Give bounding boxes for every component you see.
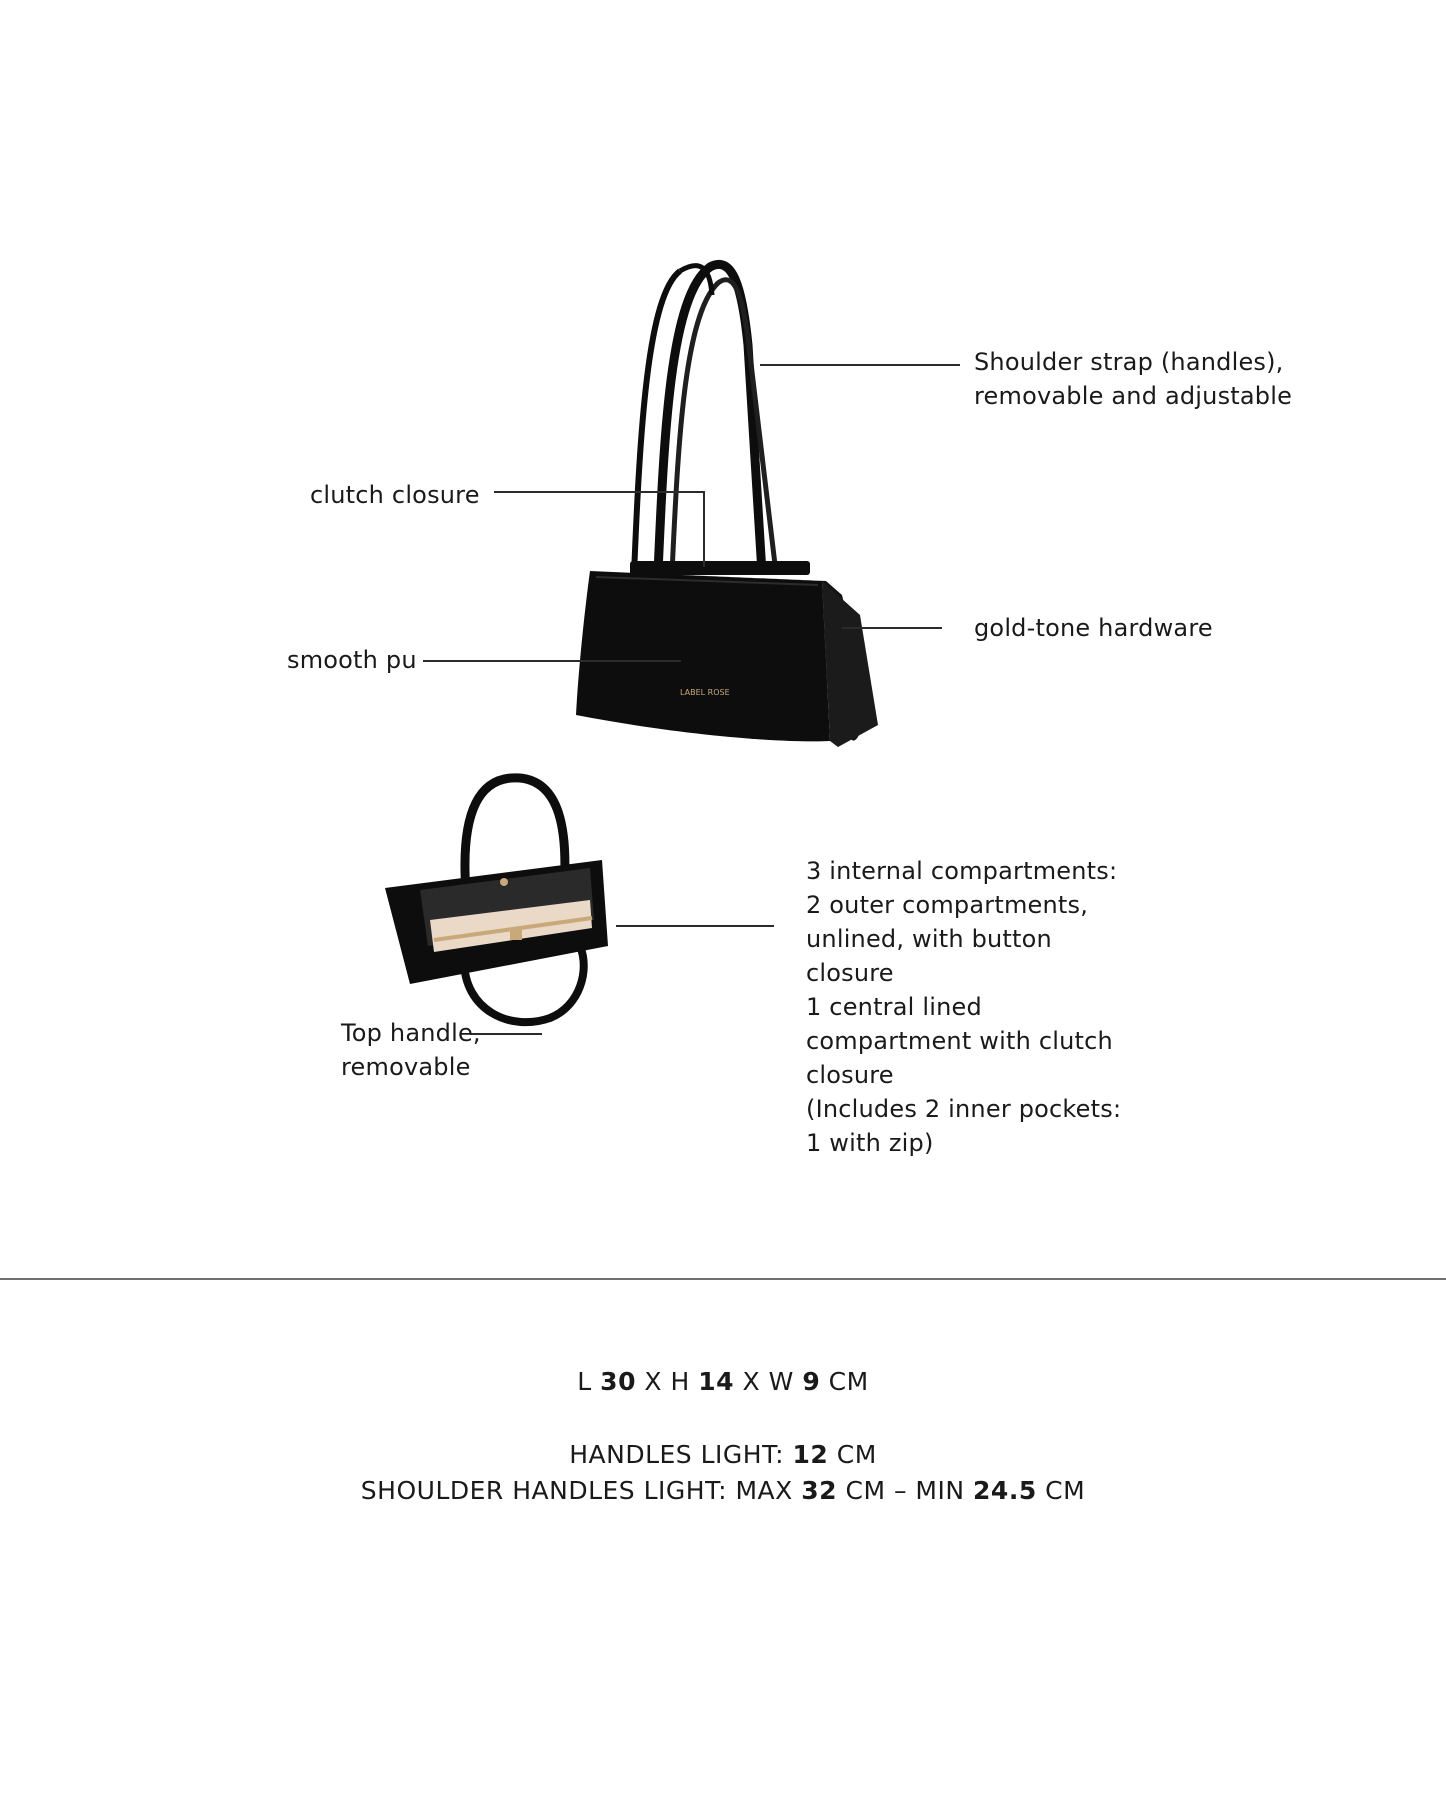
clutch-closure-leader-line	[494, 491, 704, 493]
top-handle-label: Top handle, removable	[341, 1019, 481, 1081]
open-bag-image	[380, 770, 610, 1030]
shoulder-strap-label: Shoulder strap (handles), removable and adjustable	[974, 348, 1293, 410]
shoulder-handles-length: SHOULDER HANDLES LIGHT: MAX 32 CM – MIN 24.5 CM	[360, 1476, 1086, 1505]
gold-hardware-leader-line	[842, 627, 942, 629]
bag-logo-text: LABEL ROSE	[680, 688, 730, 697]
smooth-pu-leader-line	[423, 660, 681, 662]
compartments-leader-line	[616, 925, 774, 927]
compartments-label: 3 internal compartments: 2 outer compartments, unlined, with button closure 1 central lined compartment with clutch closure (Includes 2 inner pockets: 1 with zip)	[806, 857, 1122, 1157]
handles-length: HANDLES LIGHT: 12 CM	[569, 1440, 877, 1469]
section-divider	[0, 1278, 1446, 1280]
shoulder-bag-image	[560, 255, 900, 755]
clutch-closure-label: clutch closure	[310, 481, 480, 509]
smooth-pu-label: smooth pu	[287, 646, 417, 674]
shoulder-strap-leader-line	[760, 364, 960, 366]
size-dimensions: L 30 X H 14 X W 9 CM	[577, 1367, 869, 1396]
gold-hardware-label: gold-tone hardware	[974, 614, 1213, 642]
clutch-closure-leader-drop	[703, 491, 705, 567]
